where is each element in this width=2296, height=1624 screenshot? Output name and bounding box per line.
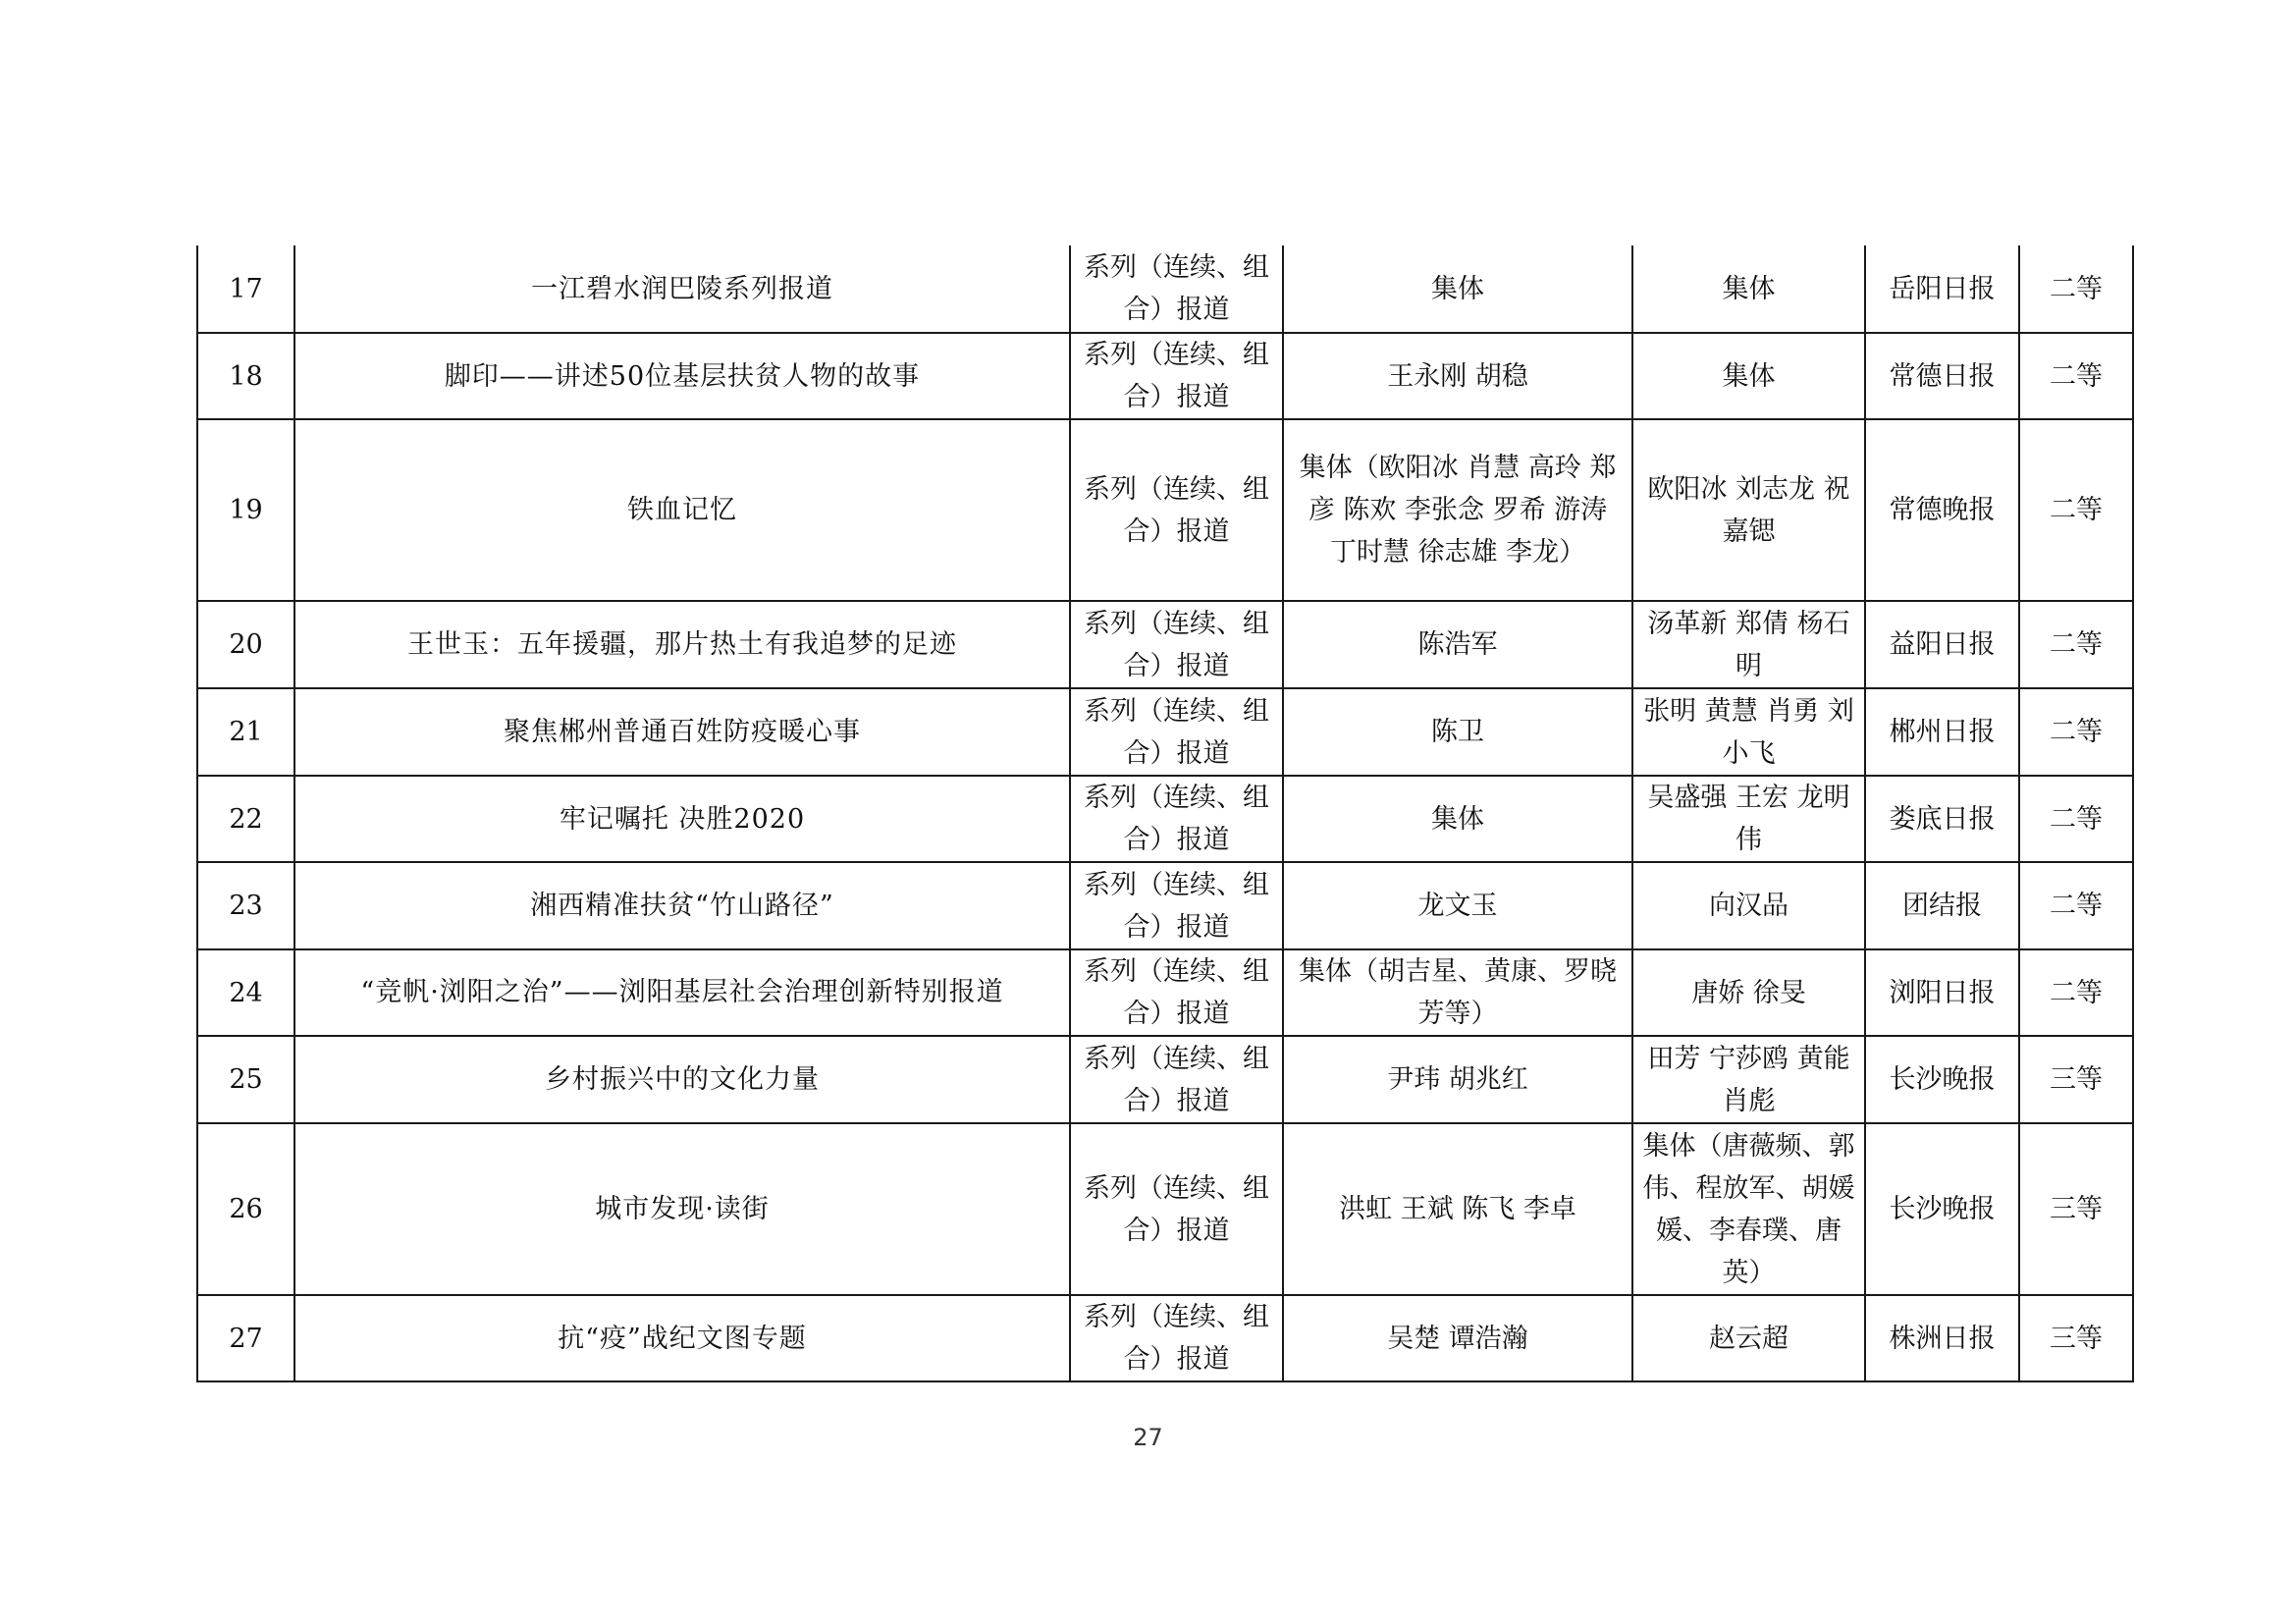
row-number: 17	[197, 245, 294, 333]
entry-type: 系列（连续、组合）报道	[1070, 776, 1283, 862]
entry-authors: 集体	[1283, 245, 1632, 333]
entry-editors: 集体	[1632, 245, 1865, 333]
entry-type: 系列（连续、组合）报道	[1070, 245, 1283, 333]
entry-title: 湘西精准扶贫“竹山路径”	[294, 862, 1070, 949]
entry-authors: 尹玮 胡兆红	[1283, 1036, 1632, 1123]
entry-publisher: 常德日报	[1865, 333, 2019, 419]
entry-publisher: 团结报	[1865, 862, 2019, 949]
awards-table	[196, 245, 2134, 1382]
entry-award: 三等	[2019, 1295, 2133, 1381]
row-number: 19	[197, 419, 294, 601]
row-number: 27	[197, 1295, 294, 1381]
entry-authors: 洪虹 王斌 陈飞 李卓	[1283, 1123, 1632, 1295]
entry-editors: 赵云超	[1632, 1295, 1865, 1381]
row-number: 21	[197, 688, 294, 776]
table-row	[197, 333, 2133, 419]
table-row	[197, 1295, 2133, 1381]
entry-title: 聚焦郴州普通百姓防疫暖心事	[294, 688, 1070, 776]
table-row	[197, 419, 2133, 601]
entry-award: 二等	[2019, 949, 2133, 1036]
row-number: 22	[197, 776, 294, 862]
entry-type: 系列（连续、组合）报道	[1070, 601, 1283, 688]
entry-type: 系列（连续、组合）报道	[1070, 1295, 1283, 1381]
row-number: 25	[197, 1036, 294, 1123]
entry-publisher: 岳阳日报	[1865, 245, 2019, 333]
entry-editors: 汤革新 郑倩 杨石明	[1632, 601, 1865, 688]
entry-type: 系列（连续、组合）报道	[1070, 1123, 1283, 1295]
entry-type: 系列（连续、组合）报道	[1070, 862, 1283, 949]
entry-award: 二等	[2019, 333, 2133, 419]
entry-type: 系列（连续、组合）报道	[1070, 1036, 1283, 1123]
entry-authors: 集体（胡吉星、黄康、罗晓芳等）	[1283, 949, 1632, 1036]
entry-title: 抗“疫”战纪文图专题	[294, 1295, 1070, 1381]
entry-authors: 王永刚 胡稳	[1283, 333, 1632, 419]
entry-publisher: 株洲日报	[1865, 1295, 2019, 1381]
row-number: 26	[197, 1123, 294, 1295]
entry-authors: 集体	[1283, 776, 1632, 862]
entry-award: 二等	[2019, 776, 2133, 862]
entry-publisher: 浏阳日报	[1865, 949, 2019, 1036]
table-row	[197, 245, 2133, 333]
entry-authors: 龙文玉	[1283, 862, 1632, 949]
entry-editors: 集体（唐薇频、郭伟、程放军、胡媛媛、李春璞、唐英）	[1632, 1123, 1865, 1295]
entry-editors: 张明 黄慧 肖勇 刘小飞	[1632, 688, 1865, 776]
entry-publisher: 长沙晚报	[1865, 1036, 2019, 1123]
entry-publisher: 常德晚报	[1865, 419, 2019, 601]
entry-type: 系列（连续、组合）报道	[1070, 949, 1283, 1036]
entry-editors: 唐娇 徐旻	[1632, 949, 1865, 1036]
entry-authors: 陈浩军	[1283, 601, 1632, 688]
table-row	[197, 1123, 2133, 1295]
entry-publisher: 郴州日报	[1865, 688, 2019, 776]
table-row	[197, 688, 2133, 776]
entry-award: 二等	[2019, 419, 2133, 601]
awards-table-body	[197, 245, 2133, 1381]
entry-type: 系列（连续、组合）报道	[1070, 419, 1283, 601]
entry-editors: 田芳 宁莎鸥 黄能 肖彪	[1632, 1036, 1865, 1123]
page-number: 27	[1133, 1424, 1163, 1451]
entry-type: 系列（连续、组合）报道	[1070, 333, 1283, 419]
entry-award: 二等	[2019, 245, 2133, 333]
entry-title: 乡村振兴中的文化力量	[294, 1036, 1070, 1123]
entry-award: 二等	[2019, 601, 2133, 688]
row-number: 18	[197, 333, 294, 419]
entry-authors: 陈卫	[1283, 688, 1632, 776]
entry-editors: 吴盛强 王宏 龙明伟	[1632, 776, 1865, 862]
entry-editors: 向汉品	[1632, 862, 1865, 949]
table-row	[197, 776, 2133, 862]
entry-award: 三等	[2019, 1036, 2133, 1123]
table-row	[197, 1036, 2133, 1123]
entry-title: 王世玉：五年援疆，那片热土有我追梦的足迹	[294, 601, 1070, 688]
entry-award: 二等	[2019, 862, 2133, 949]
entry-title: “竞帆·浏阳之治”——浏阳基层社会治理创新特别报道	[294, 949, 1070, 1036]
entry-title: 城市发现·读街	[294, 1123, 1070, 1295]
entry-publisher: 长沙晚报	[1865, 1123, 2019, 1295]
table-row	[197, 862, 2133, 949]
entry-editors: 欧阳冰 刘志龙 祝嘉锶	[1632, 419, 1865, 601]
table-row	[197, 601, 2133, 688]
row-number: 23	[197, 862, 294, 949]
entry-title: 一江碧水润巴陵系列报道	[294, 245, 1070, 333]
entry-title: 铁血记忆	[294, 419, 1070, 601]
entry-award: 三等	[2019, 1123, 2133, 1295]
entry-editors: 集体	[1632, 333, 1865, 419]
entry-authors: 集体（欧阳冰 肖慧 高玲 郑彦 陈欢 李张念 罗希 游涛 丁时慧 徐志雄 李龙）	[1283, 419, 1632, 601]
entry-publisher: 益阳日报	[1865, 601, 2019, 688]
entry-authors: 吴楚 谭浩瀚	[1283, 1295, 1632, 1381]
entry-type: 系列（连续、组合）报道	[1070, 688, 1283, 776]
row-number: 20	[197, 601, 294, 688]
table-row	[197, 949, 2133, 1036]
entry-title: 脚印——讲述50位基层扶贫人物的故事	[294, 333, 1070, 419]
row-number: 24	[197, 949, 294, 1036]
entry-publisher: 娄底日报	[1865, 776, 2019, 862]
entry-award: 二等	[2019, 688, 2133, 776]
entry-title: 牢记嘱托 决胜2020	[294, 776, 1070, 862]
